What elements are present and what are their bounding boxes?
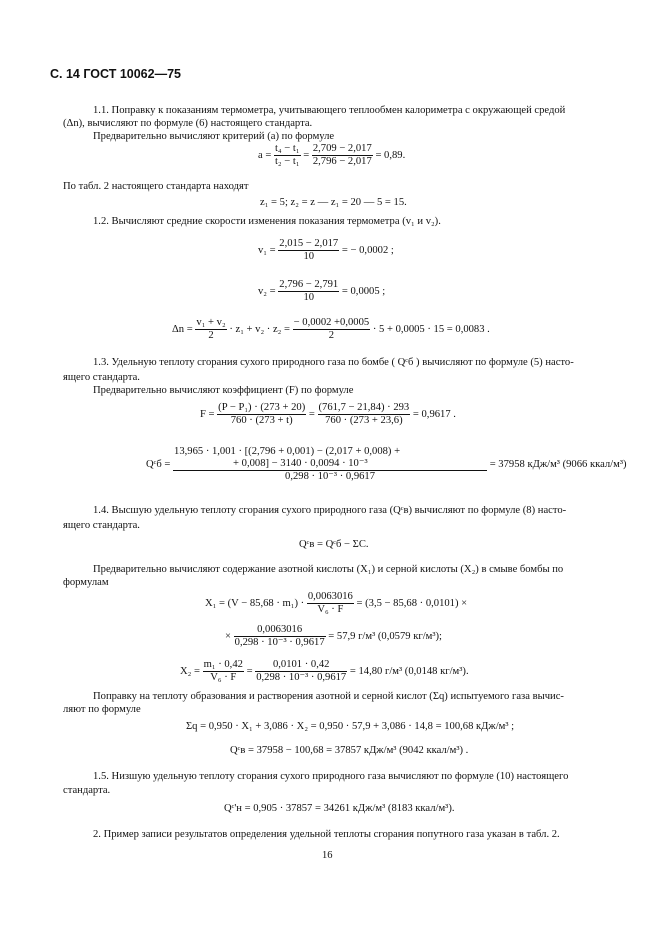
- para-1-2-line1: 1.2. Вычисляют средние скорости изменения показания термометра (v₁ и v₂).: [93, 216, 441, 227]
- para-1-5-line1: 1.5. Низшую удельную теплоту сгорания сухого природного газа вычисляют по формуле (10) настоящего: [93, 771, 569, 782]
- para-1-4-line6: ляют по формуле: [63, 704, 141, 715]
- para-1-3-line2: ящего стандарта.: [63, 372, 140, 383]
- para-1-1-line3: Предварительно вычисляют критерий (a) по формуле: [93, 131, 335, 142]
- para-1-4-line3: Предварительно вычисляют содержание азотной кислоты (X₁) и серной кислоты (X₂) в смыве бомбы по: [93, 564, 564, 575]
- formula-x2: X₂ = $\frac{\text{m₁ · 0,42}}{\text{V₆ · F}}$ = $\frac{0,0101 \cdot 0,42}{\text{0,298 · 10⁻³ · 0,9617}}$ = 14,80 г/м³ (0,0148 кг/м³).: [180, 659, 469, 683]
- para-1-4-line4: формулам: [63, 577, 109, 588]
- para-1-3-line3: Предварительно вычисляют коэффициент (F) по формуле: [93, 385, 354, 396]
- para-1-1-line2: (Δn), вычисляют по формуле (6) настоящего стандарта.: [63, 118, 313, 129]
- formula-delta-n: Δn = $\frac{\text{v₁ + v₂}}{2}$ · z₁ + v₂ · z₂ = $\frac{- 0,0002 +0,0005}{2}$ · 5 + 0,0005 · 15 = 0,0083 .: [172, 317, 490, 341]
- para-1-5-line2: стандарта.: [63, 785, 111, 796]
- formula-v2: v₂ = $\frac{2,796 - 2,791}{10}$ = 0,0005 ;: [258, 279, 386, 303]
- formula-q-bomb: Qᶜб = 13,965 · 1,001 · [(2,796 + 0,001) − (2,017 + 0,008) + + 0,008] − 3140 · 0,0094 · 10⁻³ 0,298 · 10⁻³ · 0,9617 = 37958 кДж/м³ (9066 ккал/м³): [146, 446, 627, 482]
- formula-x1-part2: × $\frac{0,0063016}{\text{0,298 · 10⁻³ · 0,9617}}$ = 57,9 г/м³ (0,0579 кг/м³);: [225, 624, 443, 648]
- formula-qv: Qᶜв = Qᶜб − ΣC.: [299, 539, 369, 550]
- formula-a: a = $\frac{\text{t₄ − t₁}}{\text{t₂ − t₁}}$ = $\frac{2,709 - 2,017}{2,796 - 2,017}$ = 0,89.: [258, 143, 406, 167]
- formula-z: z₁ = 5; z₂ = z — z₁ = 20 — 5 = 15.: [260, 197, 407, 208]
- para-2-line1: 2. Пример записи результатов определения удельной теплоты сгорания попутного газа указан в табл. 2.: [93, 829, 560, 840]
- formula-qv-result: Qᶜв = 37958 − 100,68 = 37857 кДж/м³ (9042 ккал/м³) .: [230, 745, 469, 756]
- para-1-1-line4: По табл. 2 настоящего стандарта находят: [63, 181, 249, 192]
- page-number: 16: [322, 850, 333, 861]
- para-1-4-line5: Поправку на теплоту образования и растворения азотной и серной кислот (Σq) испытуемого газа вычис-: [93, 691, 564, 702]
- para-1-4-line1: 1.4. Высшую удельную теплоту сгорания сухого природного газа (Qᶜв) вычисляют по формуле (8) насто-: [93, 505, 567, 516]
- para-1-1-line1: 1.1. Поправку к показаниям термометра, учитывающего теплообмен калориметра с окружающей средой: [93, 105, 566, 116]
- page-header: С. 14 ГОСТ 10062—75: [50, 67, 181, 81]
- formula-v1: v₁ = $\frac{2,015 - 2,017}{10}$ = − 0,0002 ;: [258, 238, 394, 262]
- para-1-3-line1: 1.3. Удельную теплоту сгорания сухого природного газа по бомбе ( Qᶜб ) вычисляют по формуле (5) насто-: [93, 357, 574, 368]
- para-1-4-line2: ящего стандарта.: [63, 520, 140, 531]
- formula-f: F = $\frac{\text{(P − P₁) · (273 + 20)}}{760 \cdot (273 + t)}$ = $\frac{(761,7 - 21,84) \cdot 293}{760 \cdot (273 + 23,6)}$ = 0,9617 .: [200, 402, 456, 426]
- formula-sum-q: Σq = 0,950 · X₁ + 3,086 · X₂ = 0,950 · 57,9 + 3,086 · 14,8 = 100,68 кДж/м³ ;: [186, 721, 515, 732]
- formula-qn: Qᶜ'н = 0,905 · 37857 = 34261 кДж/м³ (8183 ккал/м³).: [224, 803, 455, 814]
- formula-x1-part1: X₁ = (V − 85,68 · m₁) · $\frac{0,0063016}{\text{V₆ · F}}$ = (3,5 − 85,68 · 0,0101) ×: [205, 591, 468, 615]
